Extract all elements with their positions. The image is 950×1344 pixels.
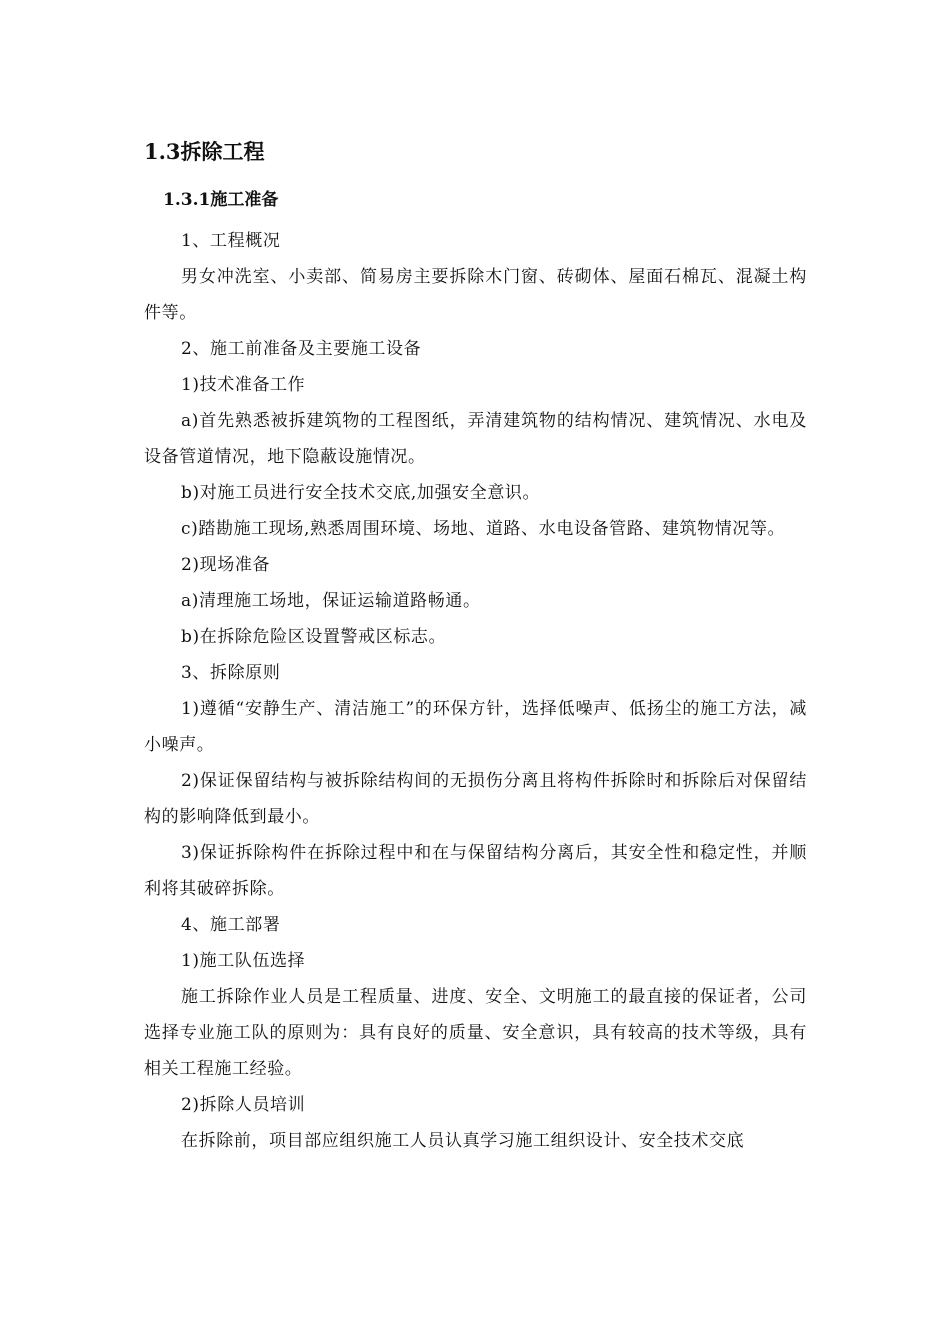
paragraph: a)清理施工场地，保证运输道路畅通。 <box>181 591 481 611</box>
paragraph: 男女冲洗室、小卖部、简易房主要拆除木门窗、砖砌体、屋面石棉瓦、混凝土构件等。 <box>144 267 807 323</box>
paragraph: 1)施工队伍选择 <box>181 951 306 971</box>
paragraph: 在拆除前，项目部应组织施工人员认真学习施工组织设计、安全技术交底 <box>181 1131 745 1151</box>
paragraph: 施工拆除作业人员是工程质量、进度、安全、文明施工的最直接的保证者，公司选择专业施工队的原则为：具有良好的质量、安全意识，具有较高的技术等级，具有相关工程施工经验。 <box>144 987 807 1079</box>
subsection-heading: 1.3.1施工准备 <box>163 190 279 210</box>
paragraph: 1)遵循“安静生产、清洁施工”的环保方针，选择低噪声、低扬尘的施工方法，减小噪声。 <box>144 699 807 755</box>
paragraph: 4、施工部署 <box>181 915 281 935</box>
paragraph: 1、工程概况 <box>181 231 281 251</box>
paragraph: 3)保证拆除构件在拆除过程中和在与保留结构分离后，其安全性和稳定性，并顺利将其破碎拆除。 <box>144 843 807 899</box>
paragraph: c)踏勘施工现场,熟悉周围环境、场地、道路、水电设备管路、建筑物情况等。 <box>181 519 786 539</box>
paragraph: 3、拆除原则 <box>181 663 281 683</box>
body-text <box>144 223 807 1159</box>
paragraph: 2)现场准备 <box>181 555 271 575</box>
paragraph: 2)拆除人员培训 <box>181 1095 306 1115</box>
paragraph: 2、施工前准备及主要施工设备 <box>181 339 422 359</box>
paragraph: 2)保证保留结构与被拆除结构间的无损伤分离且将构件拆除时和拆除后对保留结构的影响降低到最小。 <box>144 771 807 827</box>
paragraph: a)首先熟悉被拆建筑物的工程图纸，弄清建筑物的结构情况、建筑情况、水电及设备管道情况，地下隐蔽设施情况。 <box>144 411 807 467</box>
paragraph: b)在拆除危险区设置警戒区标志。 <box>181 627 447 647</box>
paragraph: b)对施工员进行安全技术交底,加强安全意识。 <box>181 483 541 503</box>
paragraph: 1)技术准备工作 <box>181 375 306 395</box>
section-heading: 1.3拆除工程 <box>144 139 265 164</box>
